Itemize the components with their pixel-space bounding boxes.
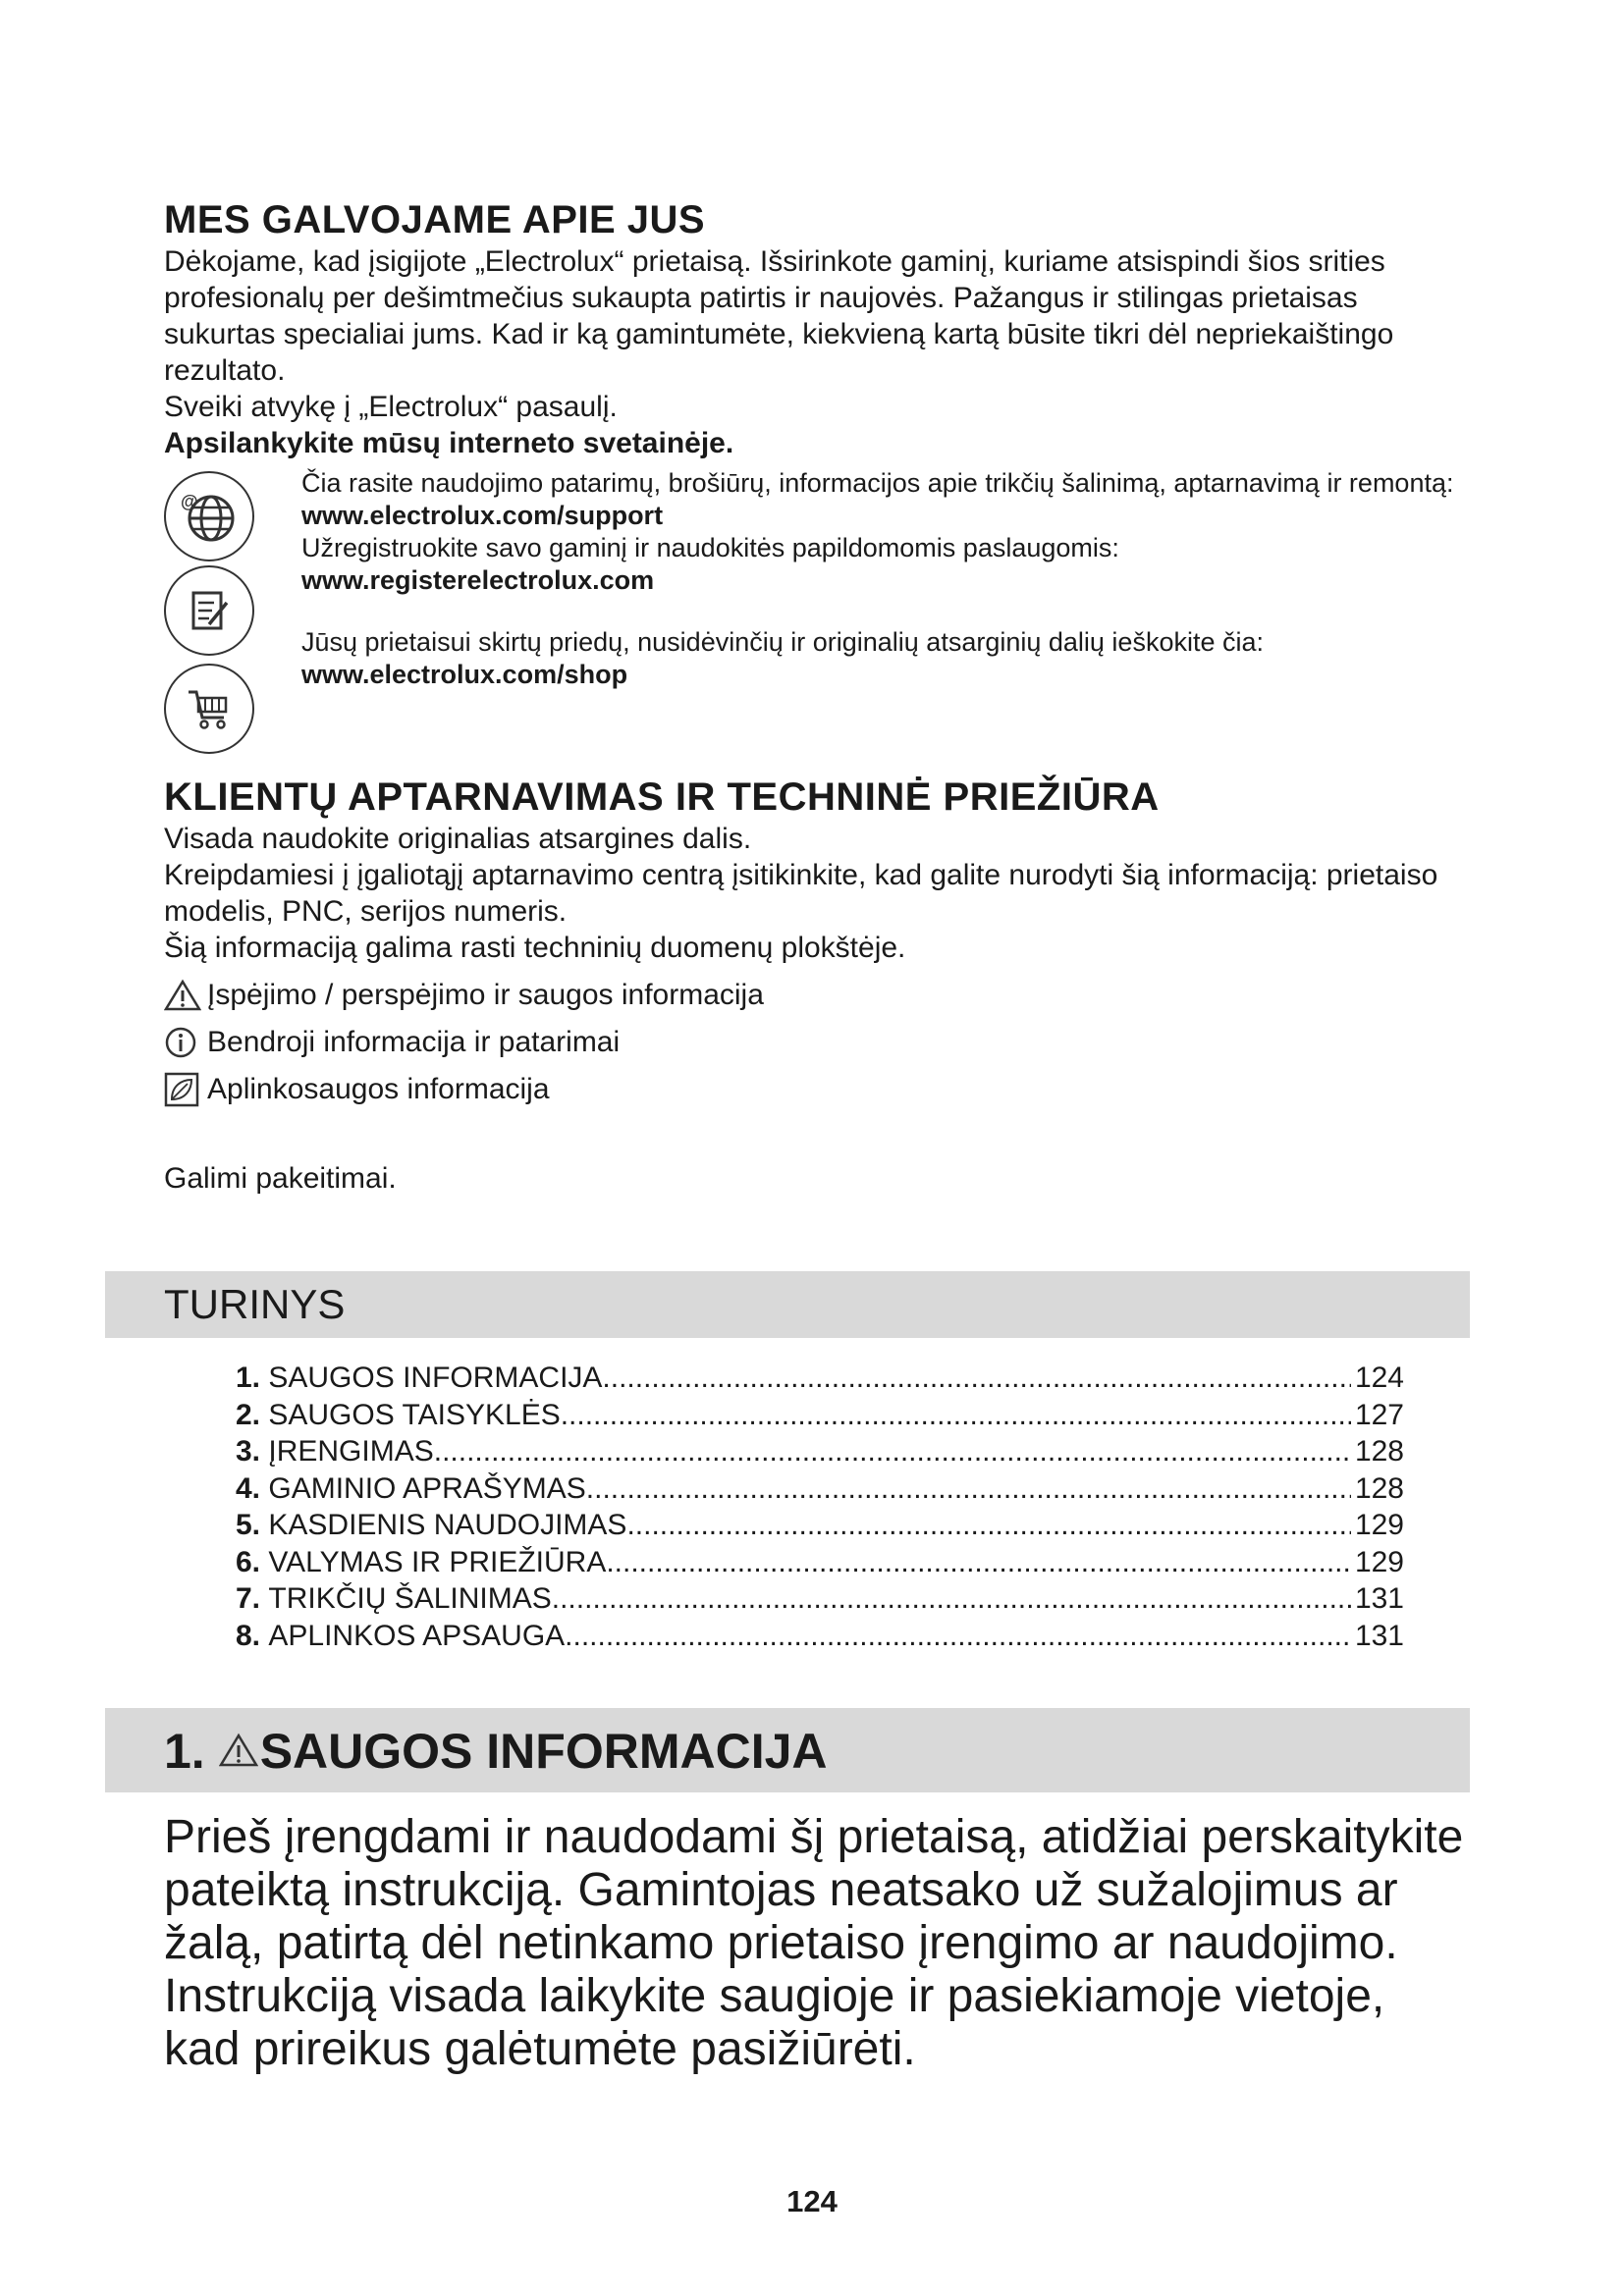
welcome-line: Sveiki atvykę į „Electrolux“ pasaulį. <box>164 391 618 423</box>
service-line: Kreipdamiesi į įgaliotąjį aptarnavimo centrą įsitikinkite, kad galite nurodyti šią informaciją: prietaiso modelis, PNC, serijos numeris. <box>164 859 1438 928</box>
toc-page: 124 <box>1354 1362 1404 1394</box>
svg-text:@: @ <box>181 492 198 511</box>
toc-label: GAMINIO APRAŠYMAS <box>268 1471 586 1505</box>
safety-title-text: SAUGOS INFORMACIJA <box>259 1724 828 1779</box>
web-item-text: Čia rasite naudojimo patarimų, brošiūrų, informacijos apie trikčių šalinimą, aptarnavimą ir remontą: <box>301 468 1454 498</box>
legend-item-environment <box>164 1066 1470 1113</box>
toc-row[interactable] <box>236 1470 1404 1508</box>
safety-intro-block <box>164 1811 1470 2076</box>
toc-leader <box>561 1397 1351 1434</box>
legend-text: Aplinkosaugos informacija <box>207 1073 550 1105</box>
safety-number: 1. <box>164 1724 205 1779</box>
web-item-text: Užregistruokite savo gaminį ir naudokitės papildomomis paslaugomis: <box>301 533 1119 562</box>
toc-leader <box>586 1470 1351 1508</box>
leaf-icon <box>164 1070 207 1109</box>
page-content <box>164 196 1470 1197</box>
web-item-register <box>301 532 1470 597</box>
toc-leader <box>606 1544 1351 1581</box>
shopping-cart-icon <box>164 664 254 754</box>
toc-row[interactable] <box>236 1360 1404 1397</box>
info-icon <box>164 1023 207 1062</box>
toc-row[interactable] <box>236 1544 1404 1581</box>
warning-icon <box>164 976 207 1015</box>
toc-page: 131 <box>1354 1582 1404 1615</box>
safety-intro: Prieš įrengdami ir naudodami šį prietaisą, atidžiai perskaitykite pateiktą instrukciją. Gamintojas neatsako už sužalojimus ar žalą, patirtą dėl netinkamo prietaiso įrengimo ar naudojimo. Instrukciją visada laikykite saugioje ir pasiekiamoje vietoje, kad prireikus galėtumėte pasižiūrėti. <box>164 1811 1464 2075</box>
visit-website-line: Apsilankykite mūsų interneto svetainėje. <box>164 427 734 459</box>
toc-num: 1. <box>236 1362 261 1394</box>
toc-num: 8. <box>236 1619 261 1652</box>
safety-header-band <box>105 1708 1470 1792</box>
toc-num: 4. <box>236 1471 261 1505</box>
toc-leader <box>602 1360 1351 1397</box>
support-link[interactable]: www.electrolux.com/support <box>301 501 664 530</box>
toc-leader <box>626 1507 1350 1544</box>
toc-label: SAUGOS INFORMACIJA <box>268 1362 603 1394</box>
section-title-customer-service: KLIENTŲ APTARNAVIMAS IR TECHNINĖ PRIEŽIŪRA <box>164 775 1160 819</box>
toc-row[interactable] <box>236 1433 1404 1470</box>
toc-num: 3. <box>236 1435 261 1468</box>
legend-item-warning <box>164 972 1470 1019</box>
toc-page: 131 <box>1354 1619 1404 1652</box>
globe-icon <box>164 471 254 561</box>
page-number: 124 <box>786 2184 838 2218</box>
toc-row[interactable] <box>236 1397 1404 1434</box>
web-item-shop <box>301 626 1470 691</box>
toc-label: KASDIENIS NAUDOJIMAS <box>268 1509 627 1541</box>
toc-num: 5. <box>236 1509 261 1541</box>
intro-paragraph: Dėkojame, kad įsigijote „Electrolux“ prietaisą. Išsirinkote gaminį, kuriame atsispindi šios srities profesionalų per dešimtmečius sukaupta patirtis ir naujovės. Pažangus ir stilingas prietaisas sukurtas specialiai jums. Kad ir ką gamintumėte, kiekvieną kartą būsite tikri dėl nepriekaištingo rezultato. <box>164 245 1394 387</box>
toc-page: 128 <box>1354 1471 1404 1505</box>
register-link[interactable]: www.registerelectrolux.com <box>301 565 655 595</box>
legend-text: Įspėjimo / perspėjimo ir saugos informacija <box>207 979 764 1011</box>
toc-label: TRIKČIŲ ŠALINIMAS <box>268 1582 552 1615</box>
toc-row[interactable] <box>236 1618 1404 1655</box>
toc-leader <box>565 1618 1351 1655</box>
toc-row[interactable] <box>236 1507 1404 1544</box>
toc-num: 6. <box>236 1545 261 1578</box>
safety-title <box>164 1722 828 1781</box>
web-item-support <box>301 467 1470 532</box>
toc-page: 128 <box>1354 1435 1404 1468</box>
warning-icon <box>219 1722 258 1781</box>
toc-header-band <box>105 1271 1470 1338</box>
toc-label: SAUGOS TAISYKLĖS <box>268 1398 561 1431</box>
website-list <box>164 465 1470 750</box>
toc-num: 2. <box>236 1398 261 1431</box>
symbol-legend <box>164 972 1470 1113</box>
table-of-contents <box>236 1360 1404 1654</box>
web-item-text: Jūsų prietaisui skirtų priedų, nusidėvinčių ir originalių atsarginių dalių ieškokite čia: <box>301 627 1264 657</box>
section-title-about: MES GALVOJAME APIE JUS <box>164 198 706 241</box>
service-line: Visada naudokite originalias atsargines dalis. <box>164 823 752 855</box>
toc-title: TURINYS <box>164 1281 346 1327</box>
toc-label: VALYMAS IR PRIEŽIŪRA <box>268 1545 607 1578</box>
toc-num: 7. <box>236 1582 261 1615</box>
toc-page: 129 <box>1354 1545 1404 1578</box>
legend-text: Bendroji informacija ir patarimai <box>207 1026 621 1058</box>
changes-note: Galimi pakeitimai. <box>164 1162 397 1195</box>
toc-label: APLINKOS APSAUGA <box>268 1619 566 1652</box>
legend-item-info <box>164 1019 1470 1066</box>
toc-page: 129 <box>1354 1509 1404 1541</box>
register-icon <box>164 565 254 656</box>
toc-label: ĮRENGIMAS <box>268 1435 434 1468</box>
shop-link[interactable]: www.electrolux.com/shop <box>301 660 628 689</box>
service-line: Šią informaciją galima rasti techninių duomenų plokštėje. <box>164 932 906 964</box>
toc-page: 127 <box>1354 1398 1404 1431</box>
toc-leader <box>552 1580 1351 1618</box>
toc-leader <box>434 1433 1351 1470</box>
toc-row[interactable] <box>236 1580 1404 1618</box>
